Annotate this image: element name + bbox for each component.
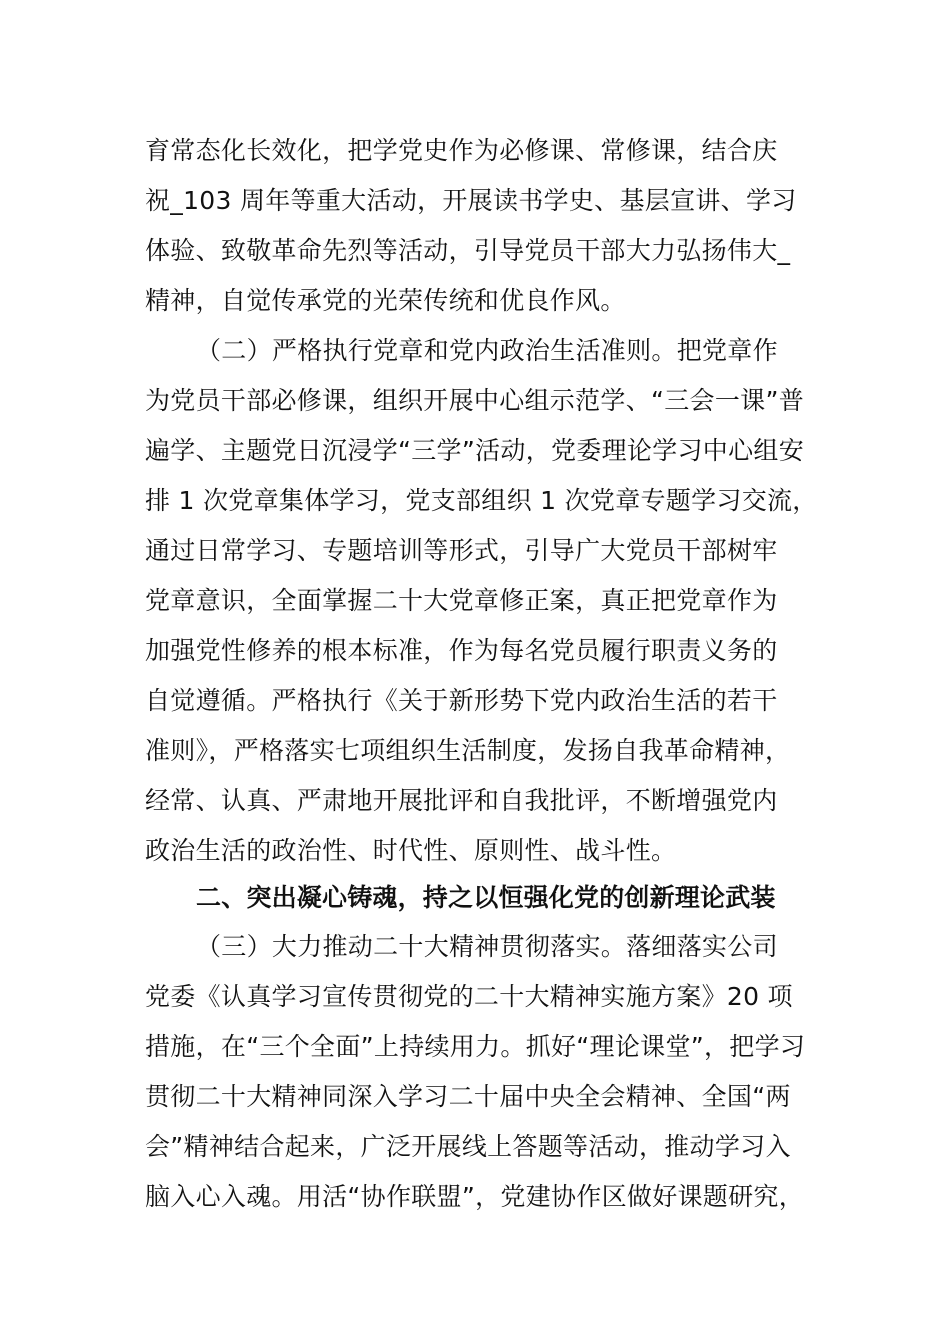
paragraph-line: 政治生活的政治性、时代性、原则性、战斗性。 <box>145 836 677 865</box>
paragraph-line: 育常态化长效化，把学党史作为必修课、常修课，结合庆 <box>145 136 778 165</box>
paragraph-line: 加强党性修养的根本标准，作为每名党员履行职责义务的 <box>145 636 778 665</box>
paragraph-line: （三）大力推动二十大精神贯彻落实。落细落实公司 <box>196 932 778 961</box>
paragraph-line: 准则》，严格落实七项组织生活制度，发扬自我革命精神， <box>145 736 791 765</box>
paragraph-line: 党章意识，全面掌握二十大党章修正案，真正把党章作为 <box>145 586 778 615</box>
section-heading: 二、突出凝心铸魂，持之以恒强化党的创新理论武装 <box>196 883 776 912</box>
paragraph-line: 党委《认真学习宣传贯彻党的二十大精神实施方案》20 项 <box>145 982 793 1011</box>
paragraph-line: 自觉遵循。严格执行《关于新形势下党内政治生活的若干 <box>145 686 778 715</box>
paragraph-line: 会”精神结合起来，广泛开展线上答题等活动，推动学习入 <box>145 1132 791 1161</box>
paragraph-line: 为党员干部必修课，组织开展中心组示范学、“三会一课”普 <box>145 386 805 415</box>
paragraph-line: 体验、致敬革命先烈等活动，引导党员干部大力弘扬伟大_ <box>145 236 791 265</box>
paragraph-line: 贯彻二十大精神同深入学习二十届中央全会精神、全国“两 <box>145 1082 791 1111</box>
paragraph-line: 祝_103 周年等重大活动，开展读书学史、基层宣讲、学习 <box>145 186 797 215</box>
paragraph-line: 措施，在“三个全面”上持续用力。抓好“理论课堂”，把学习 <box>145 1032 806 1061</box>
paragraph-line: （二）严格执行党章和党内政治生活准则。把党章作 <box>196 336 778 365</box>
paragraph-line: 遍学、主题党日沉浸学“三学”活动，党委理论学习中心组安 <box>145 436 805 465</box>
paragraph-line: 通过日常学习、专题培训等形式，引导广大党员干部树牢 <box>145 536 778 565</box>
paragraph-line: 排 1 次党章集体学习，党支部组织 1 次党章专题学习交流， <box>145 486 818 515</box>
paragraph-line: 经常、认真、严肃地开展批评和自我批评，不断增强党内 <box>145 786 778 815</box>
paragraph-line: 脑入心入魂。用活“协作联盟”，党建协作区做好课题研究， <box>145 1182 805 1211</box>
paragraph-line: 精神，自觉传承党的光荣传统和优良作风。 <box>145 286 626 315</box>
